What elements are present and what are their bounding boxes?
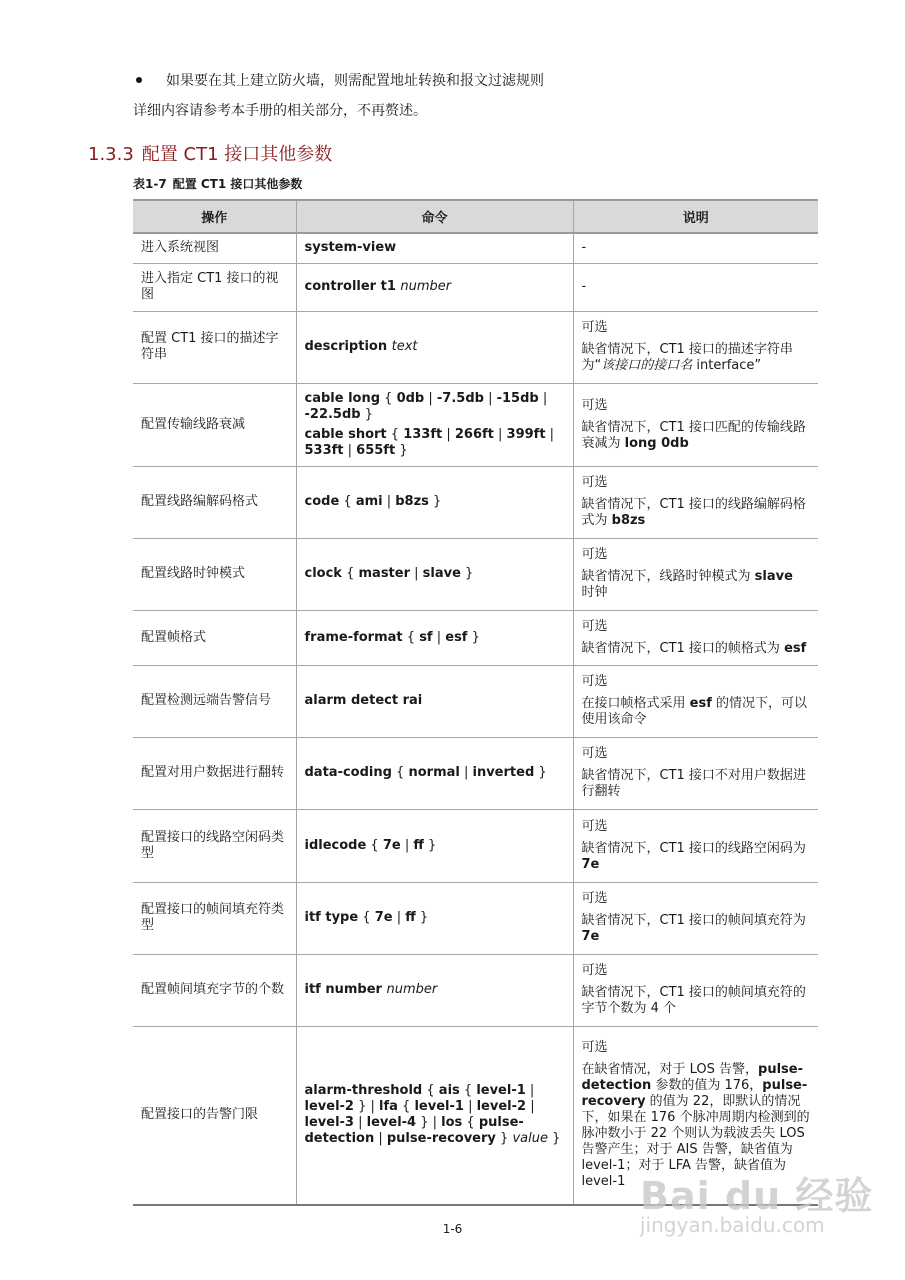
operation-cell: 进入系统视图 <box>133 233 296 263</box>
command-cell <box>296 383 573 466</box>
plain-text: 可选 <box>581 320 608 335</box>
plain-text: 可选 <box>581 475 608 490</box>
section-number: 1.3.3 <box>88 144 134 165</box>
description-line <box>582 420 811 452</box>
keyword-text: los <box>441 1115 463 1131</box>
plain-text: } <box>428 494 442 509</box>
command-line <box>305 910 565 926</box>
description-cell <box>573 538 818 610</box>
plain-text: 缺省情况下，CT1 接口匹配的传输线路衰减为 <box>581 419 806 451</box>
plain-text: 时钟 <box>581 585 608 600</box>
description-line <box>582 279 811 295</box>
plain-text: 可选 <box>581 818 608 834</box>
command-line <box>305 693 565 709</box>
paragraph: 详细内容请参考本手册的相关部分，不再赘述。 <box>133 103 427 119</box>
plain-text: 缺省情况下，CT1 接口的帧间填充符的字节个数为 4 个 <box>581 985 806 1016</box>
table-row <box>133 665 818 737</box>
operation-cell: 配置传输线路衰减 <box>133 383 296 466</box>
keyword-text: ais <box>438 1083 460 1099</box>
keyword-text: 7e <box>581 856 600 872</box>
description-cell <box>573 466 818 538</box>
plain-text: { <box>397 1099 415 1115</box>
table-header-row <box>133 200 818 233</box>
plain-text: } <box>423 837 437 853</box>
keyword-text: ff <box>413 837 424 853</box>
plain-text: 缺省情况下，线路时钟模式为 <box>581 569 755 584</box>
keyword-text: level-3 <box>304 1115 354 1131</box>
description-cell <box>573 383 818 466</box>
keyword-text: -7.5db <box>436 390 484 406</box>
plain-text: | <box>526 1099 535 1115</box>
command-cell <box>296 466 573 538</box>
plain-text: | <box>538 390 548 406</box>
plain-text: } <box>495 1131 513 1147</box>
plain-text: 缺省情况下，CT1 接口的帧间填充符为 <box>581 913 806 928</box>
plain-text: 缺省情况下，CT1 接口不对用户数据进行翻转 <box>581 768 806 799</box>
description-cell <box>573 737 818 809</box>
keyword-text: itf type <box>304 910 359 925</box>
keyword-text: clock <box>304 566 342 581</box>
keyword-text: long 0db <box>624 435 689 451</box>
command-cell <box>296 882 573 954</box>
operation-cell: 配置检测远端告警信号 <box>133 665 296 737</box>
keyword-text: cable long <box>304 390 381 406</box>
argument-text: text <box>391 339 418 354</box>
description-cell <box>573 665 818 737</box>
plain-text: 缺省情况下，CT1 接口的线路空闲码为 <box>581 840 806 856</box>
keyword-text: pulse-recovery <box>581 1078 808 1110</box>
keyword-text: 655ft <box>356 442 396 458</box>
keyword-text: 0db <box>396 390 425 406</box>
command-cell <box>296 538 573 610</box>
plain-text: { <box>341 566 359 581</box>
plain-text: { <box>462 1115 479 1131</box>
plain-text: | <box>459 765 473 780</box>
description-line <box>582 674 811 690</box>
plain-text: | <box>410 566 423 581</box>
keyword-text: 133ft <box>403 426 443 442</box>
description-line <box>582 985 811 1017</box>
plain-text: | <box>392 910 406 925</box>
description-line <box>582 240 811 256</box>
keyword-text: normal <box>408 765 460 780</box>
description-line <box>582 320 811 336</box>
description-cell <box>573 263 818 311</box>
plain-text: | <box>442 426 455 442</box>
keyword-text: level-2 <box>476 1099 527 1115</box>
keyword-text: inverted <box>472 765 535 780</box>
plain-text: 在缺省情况，对于 LOS 告警， <box>581 1062 759 1078</box>
header-operation: 操作 <box>133 200 296 233</box>
command-line <box>305 630 565 646</box>
description-line <box>582 475 811 491</box>
plain-text: } | <box>353 1099 380 1115</box>
keyword-text: pulse-recovery <box>386 1131 496 1147</box>
command-line <box>305 838 565 854</box>
command-cell <box>296 263 573 311</box>
keyword-text: level-4 <box>366 1115 417 1131</box>
keyword-text: 533ft <box>304 442 344 458</box>
argument-text: number <box>400 279 452 294</box>
description-line <box>582 398 811 414</box>
keyword-text: alarm-threshold <box>304 1083 423 1099</box>
command-cell <box>296 737 573 809</box>
command-line <box>305 427 565 459</box>
plain-text: { <box>391 765 409 780</box>
keyword-text: pulse-detection <box>581 1062 803 1094</box>
argument-text: number <box>386 982 438 997</box>
plain-text: 可选 <box>581 963 608 978</box>
plain-text: - <box>581 279 587 294</box>
table-number: 表1-7 <box>133 177 167 191</box>
description-cell <box>573 233 818 263</box>
page-number: 1-6 <box>442 1222 463 1236</box>
plain-text: 可选 <box>581 547 608 562</box>
keyword-text: controller t1 <box>304 279 401 294</box>
description-line <box>582 768 811 800</box>
header-description: 说明 <box>573 200 818 233</box>
description-line <box>582 913 811 945</box>
description-line <box>582 619 811 635</box>
description-line <box>582 696 811 728</box>
table-row <box>133 233 818 263</box>
command-line <box>305 1083 565 1147</box>
operation-cell: 配置接口的线路空闲码类型 <box>133 809 296 882</box>
command-line <box>305 240 565 256</box>
keyword-text: alarm detect rai <box>304 693 423 708</box>
command-line <box>305 279 565 295</box>
keyword-text: description <box>304 339 392 354</box>
plain-text: | <box>483 390 497 406</box>
plain-text: } <box>467 629 480 645</box>
keyword-text: slave <box>422 566 461 581</box>
section-heading <box>88 140 332 166</box>
description-line <box>582 819 811 835</box>
keyword-text: level-2 <box>304 1099 354 1115</box>
table-row <box>133 311 818 383</box>
plain-text: | <box>374 1131 387 1147</box>
plain-text: 可选 <box>581 891 608 906</box>
table-row <box>133 882 818 954</box>
command-line <box>305 982 565 998</box>
description-cell <box>573 809 818 882</box>
plain-text: 缺省情况下，CT1 接口的帧格式为 <box>581 640 785 656</box>
plain-text: { <box>380 390 397 406</box>
plain-text: } <box>460 566 474 581</box>
table-row <box>133 466 818 538</box>
operation-cell: 配置帧格式 <box>133 610 296 665</box>
command-line <box>305 339 565 355</box>
table-row <box>133 263 818 311</box>
plain-text: { <box>366 837 383 853</box>
plain-text: { <box>422 1083 439 1099</box>
description-cell <box>573 311 818 383</box>
command-cell <box>296 809 573 882</box>
keyword-text: 7e <box>374 910 393 925</box>
table-title: 配置 CT1 接口其他参数 <box>172 177 303 191</box>
plain-text: | <box>525 1083 535 1099</box>
parameters-table <box>133 199 818 1206</box>
description-line <box>582 891 811 907</box>
description-line <box>582 641 811 657</box>
keyword-text: level-1 <box>476 1083 526 1099</box>
plain-text: | <box>424 390 437 406</box>
operation-cell: 配置接口的帧间填充符类型 <box>133 882 296 954</box>
plain-text: 的值为 22，即默认的情况下，如果在 176 个脉冲周期内检测到的脉冲数小于 22 个则认为载波丢失 LOS 告警产生；对于 AIS 告警，缺省值为 level-1；对于 LFA 告警，缺省值为 level-1 <box>581 1094 810 1190</box>
operation-cell: 进入指定 CT1 接口的视图 <box>133 263 296 311</box>
command-line <box>305 494 565 510</box>
keyword-text: system-view <box>304 240 397 256</box>
header-command: 命令 <box>296 200 573 233</box>
plain-text: { <box>339 494 356 509</box>
keyword-text: cable short <box>304 426 387 442</box>
plain-text: { <box>358 910 375 925</box>
keyword-text: sf <box>419 629 433 645</box>
description-line <box>582 547 811 563</box>
table-row <box>133 383 818 466</box>
plain-text: 缺省情况下，CT1 接口的描述字符串为“ <box>581 342 793 373</box>
keyword-text: esf <box>689 696 712 711</box>
keyword-text: b8zs <box>395 494 429 509</box>
plain-text: 可选 <box>581 1040 608 1056</box>
plain-text: } <box>547 1131 561 1147</box>
plain-text: 可选 <box>581 674 608 689</box>
command-cell <box>296 665 573 737</box>
plain-text: } <box>415 910 429 925</box>
plain-text: | <box>343 442 357 458</box>
description-line <box>582 569 811 601</box>
plain-text: interface” <box>692 358 762 373</box>
plain-text: { <box>402 629 420 645</box>
description-cell <box>573 610 818 665</box>
plain-text: | <box>432 629 446 645</box>
argument-text: value <box>512 1131 548 1147</box>
command-line <box>305 391 565 423</box>
plain-text: } <box>395 442 408 458</box>
keyword-text: code <box>304 494 340 509</box>
plain-text: 可选 <box>581 397 608 413</box>
plain-text: } <box>534 765 547 780</box>
keyword-text: 399ft <box>506 426 546 442</box>
argument-text: 该接口的接口名 <box>601 358 693 373</box>
table-row <box>133 737 818 809</box>
description-cell <box>573 954 818 1026</box>
plain-text: } | <box>416 1115 442 1131</box>
keyword-text: lfa <box>379 1099 398 1115</box>
plain-text: 的情况下，可以使用该命令 <box>581 696 807 727</box>
command-line <box>305 765 565 781</box>
table-row <box>133 610 818 665</box>
keyword-text: master <box>358 566 410 581</box>
keyword-text: ami <box>355 494 383 509</box>
plain-text: } <box>360 406 373 422</box>
plain-text: 可选 <box>581 618 608 634</box>
keyword-text: -22.5db <box>304 406 361 422</box>
keyword-text: level-1 <box>414 1099 464 1115</box>
command-cell <box>296 1026 573 1205</box>
description-line <box>582 841 811 873</box>
operation-cell: 配置帧间填充字节的个数 <box>133 954 296 1026</box>
watermark-logo: Bai du 经验 jingyan.baidu.com <box>640 1174 874 1237</box>
command-cell <box>296 233 573 263</box>
plain-text: 在接口帧格式采用 <box>581 696 690 711</box>
description-line <box>582 963 811 979</box>
description-line <box>582 746 811 762</box>
operation-cell: 配置线路编解码格式 <box>133 466 296 538</box>
operation-cell: 配置线路时钟模式 <box>133 538 296 610</box>
keyword-text: pulse-detection <box>304 1115 524 1147</box>
command-cell <box>296 311 573 383</box>
plain-text: | <box>493 426 507 442</box>
plain-text: 参数的值为 176， <box>651 1078 763 1094</box>
keyword-text: idlecode <box>304 837 367 853</box>
description-cell <box>573 882 818 954</box>
plain-text: | <box>382 494 396 509</box>
keyword-text: itf number <box>304 982 387 997</box>
plain-text: | <box>463 1099 477 1115</box>
keyword-text: ff <box>405 910 416 925</box>
keyword-text: 266ft <box>454 426 494 442</box>
keyword-text: -15db <box>496 390 539 406</box>
plain-text: | <box>353 1115 367 1131</box>
table-row <box>133 809 818 882</box>
keyword-text: esf <box>784 640 807 656</box>
bullet-text: 如果要在其上建立防火墙，则需配置地址转换和报文过滤规则 <box>166 73 544 89</box>
bullet-icon <box>136 77 142 83</box>
plain-text: | <box>545 426 555 442</box>
plain-text: | <box>400 837 414 853</box>
plain-text: { <box>459 1083 477 1099</box>
keyword-text: frame-format <box>304 629 403 645</box>
keyword-text: b8zs <box>611 513 646 528</box>
table-row <box>133 954 818 1026</box>
keyword-text: 7e <box>382 837 401 853</box>
description-line <box>582 497 811 529</box>
operation-cell: 配置接口的告警门限 <box>133 1026 296 1205</box>
keyword-text: esf <box>445 629 468 645</box>
keyword-text: slave <box>754 569 793 584</box>
plain-text: 缺省情况下，CT1 接口的线路编解码格式为 <box>581 497 806 528</box>
command-line <box>305 566 565 582</box>
command-cell <box>296 610 573 665</box>
operation-cell: 配置对用户数据进行翻转 <box>133 737 296 809</box>
keyword-text: 7e <box>581 929 600 944</box>
plain-text: - <box>581 240 587 256</box>
operation-cell: 配置 CT1 接口的描述字符串 <box>133 311 296 383</box>
description-line <box>582 1040 811 1056</box>
table-row <box>133 538 818 610</box>
table-caption <box>133 175 302 192</box>
plain-text: { <box>386 426 404 442</box>
command-cell <box>296 954 573 1026</box>
plain-text: 可选 <box>581 746 608 761</box>
description-line <box>582 342 811 374</box>
keyword-text: data-coding <box>304 765 392 780</box>
section-title: 配置 CT1 接口其他参数 <box>141 144 333 165</box>
